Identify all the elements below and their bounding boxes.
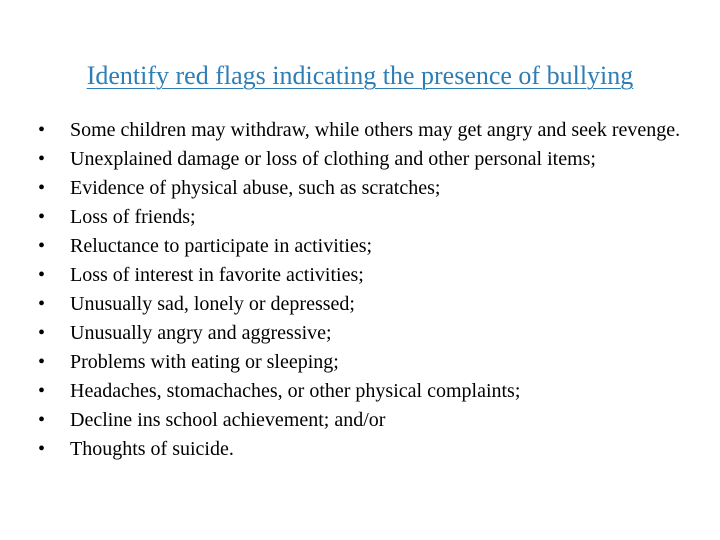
- list-item: • Unusually sad, lonely or depressed;: [38, 293, 693, 316]
- list-item: • Decline ins school achievement; and/or: [38, 409, 693, 432]
- list-item: • Evidence of physical abuse, such as scratches;: [38, 177, 693, 200]
- list-item: • Some children may withdraw, while others may get angry and seek revenge.: [38, 119, 693, 142]
- list-item: • Unexplained damage or loss of clothing and other personal items;: [38, 148, 693, 171]
- list-item: • Unusually angry and aggressive;: [38, 322, 693, 345]
- list-item: • Loss of interest in favorite activities;: [38, 264, 693, 287]
- list-item: • Loss of friends;: [38, 206, 693, 229]
- list-item: • Thoughts of suicide.: [38, 438, 693, 461]
- list-item: • Headaches, stomachaches, or other physical complaints;: [38, 380, 693, 403]
- list-item: • Problems with eating or sleeping;: [38, 351, 693, 374]
- slide-title: Identify red flags indicating the presence of bullying: [86, 61, 634, 90]
- list-item: • Reluctance to participate in activities;: [38, 235, 693, 258]
- bullet-list: [38, 119, 693, 467]
